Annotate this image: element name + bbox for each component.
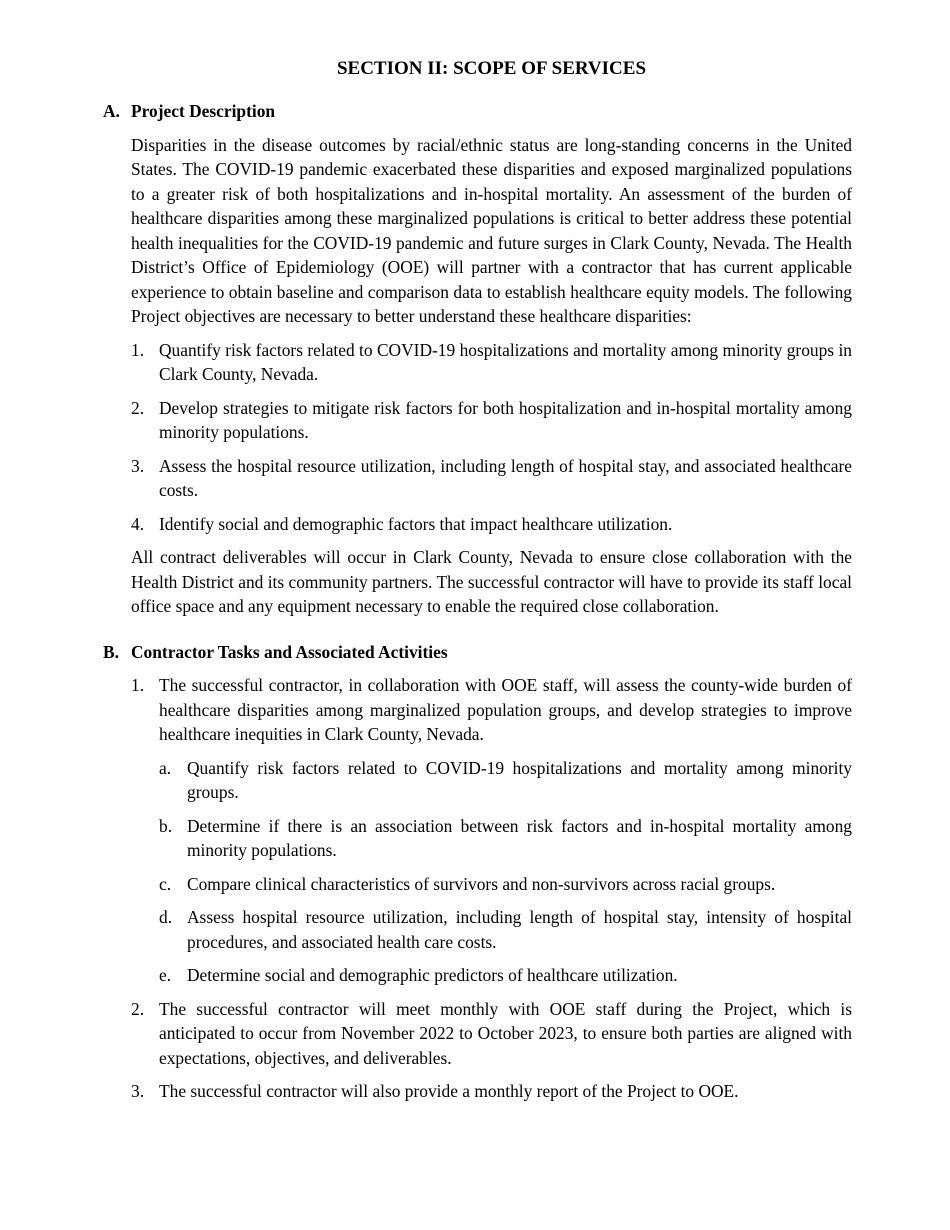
item-text: The successful contractor, in collaboration with OOE staff, will assess the county-wide burden of healthcare disparities among marginalized population groups, and develop strategies to improve healthcare inequities in Clark County, Nevada. bbox=[159, 675, 852, 744]
item-letter: a. bbox=[159, 757, 172, 778]
list-item bbox=[131, 396, 852, 445]
section-label: B. bbox=[103, 641, 119, 662]
item-letter: d. bbox=[159, 907, 173, 927]
section-heading: Project Description bbox=[131, 101, 276, 121]
list-item bbox=[131, 512, 852, 537]
sub-list-item bbox=[159, 756, 852, 805]
item-text: The successful contractor will meet monthly with OOE staff during the Project, which is anticipated to occur from November 2022 to October 2023, to ensure both parties are aligned with expectations, objectives, and deliverables. bbox=[159, 998, 852, 1068]
item-number: 3. bbox=[131, 1081, 145, 1101]
document-page bbox=[103, 56, 852, 1104]
item-number: 2. bbox=[131, 998, 145, 1019]
item-number: 2. bbox=[131, 397, 145, 418]
closing-paragraph: All contract deliverables will occur in Clark County, Nevada to ensure close collaboration with the Health District and its community partners. The successful contractor will have to provide its staff local office space and any equipment necessary to enable the required close collaboration. bbox=[131, 547, 852, 616]
item-text: Assess hospital resource utilization, including length of hospital stay, intensity of hospital procedures, and associated health care costs. bbox=[187, 907, 852, 952]
item-text: The successful contractor will also provide a monthly report of the Project to OOE. bbox=[159, 1081, 739, 1101]
item-text: Quantify risk factors related to COVID-19 hospitalizations and mortality among minority groups. bbox=[187, 757, 852, 802]
sub-list-item bbox=[159, 814, 852, 863]
list-item bbox=[131, 1079, 852, 1104]
section-b-heading bbox=[103, 640, 852, 665]
item-letter: c. bbox=[159, 873, 172, 894]
section-label: A. bbox=[103, 101, 120, 121]
list-item bbox=[131, 338, 852, 387]
sub-list-item bbox=[159, 872, 852, 897]
sub-list-item bbox=[159, 963, 852, 988]
item-number: 3. bbox=[131, 455, 145, 476]
item-text: Determine social and demographic predictors of healthcare utilization. bbox=[187, 965, 678, 985]
item-letter: b. bbox=[159, 815, 173, 836]
item-text: Develop strategies to mitigate risk factors for both hospitalization and in-hospital mortality among minority populations. bbox=[159, 397, 852, 442]
list-item bbox=[131, 673, 852, 747]
list-item bbox=[131, 454, 852, 503]
list-item bbox=[131, 997, 852, 1071]
item-text: Quantify risk factors related to COVID-19 hospitalizations and mortality among minority groups in Clark County, Nevada. bbox=[159, 339, 852, 384]
item-text: Compare clinical characteristics of survivors and non-survivors across racial groups. bbox=[187, 873, 776, 894]
item-text: Identify social and demographic factors that impact healthcare utilization. bbox=[159, 513, 673, 534]
item-letter: e. bbox=[159, 965, 172, 985]
page-title: SECTION II: SCOPE OF SERVICES bbox=[336, 58, 647, 79]
item-text: Determine if there is an association between risk factors and in-hospital mortality among minority populations. bbox=[187, 815, 852, 860]
item-number: 1. bbox=[131, 339, 145, 360]
item-number: 1. bbox=[131, 675, 145, 695]
item-number: 4. bbox=[131, 513, 145, 534]
section-heading: Contractor Tasks and Associated Activities bbox=[131, 641, 448, 662]
sub-list-item bbox=[159, 905, 852, 954]
item-text: Assess the hospital resource utilization, including length of hospital stay, and associated healthcare costs. bbox=[159, 455, 852, 500]
section-a-heading bbox=[103, 99, 852, 124]
intro-paragraph: Disparities in the disease outcomes by racial/ethnic status are long-standing concerns in the United States. The COVID-19 pandemic exacerbated these disparities and exposed marginalized populations to a greater risk of both hospitalizations and in-hospital mortality. An assessment of the burden of healthcare disparities among these marginalized populations is critical to better address these potential health inequalities for the COVID-19 pandemic and future surges in Clark County, Nevada. The Health District’s Office of Epidemiology (OOE) will partner with a contractor that has current applicable experience to obtain baseline and comparison data to establish healthcare equity models. The following Project objectives are necessary to better understand these healthcare disparities: bbox=[131, 134, 852, 326]
